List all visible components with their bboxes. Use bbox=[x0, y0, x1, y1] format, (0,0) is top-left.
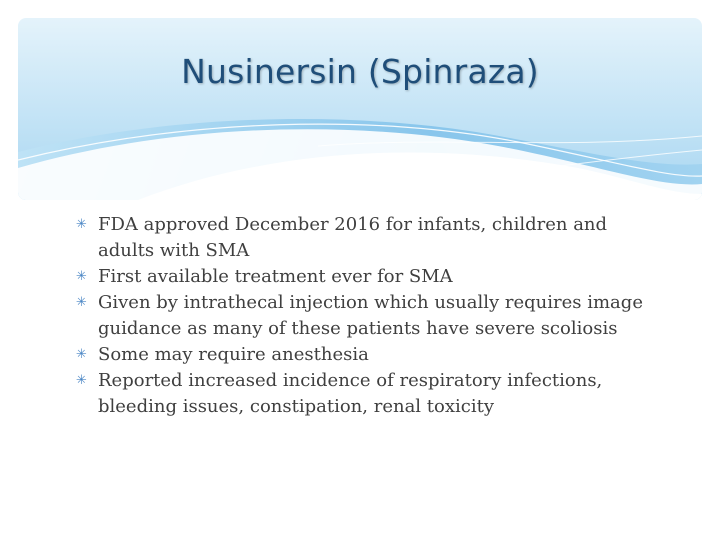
header-wave-graphic bbox=[18, 18, 702, 200]
bullet-item bbox=[72, 290, 662, 342]
bullet-list bbox=[72, 212, 662, 420]
bullet-text: FDA approved December 2016 for infants, children and adults with SMA bbox=[98, 214, 608, 261]
asterisk-icon: ✳ bbox=[76, 347, 87, 362]
asterisk-icon: ✳ bbox=[76, 373, 87, 388]
asterisk-icon: ✳ bbox=[76, 269, 87, 284]
bullet-text: Reported increased incidence of respiratory infections, bleeding issues, constipation, renal toxicity bbox=[98, 370, 603, 417]
header-banner bbox=[18, 18, 702, 200]
bullet-text: Some may require anesthesia bbox=[98, 344, 369, 365]
bullet-item bbox=[72, 342, 662, 368]
asterisk-icon: ✳ bbox=[76, 217, 87, 232]
bullet-item bbox=[72, 368, 662, 420]
bullet-item bbox=[72, 212, 662, 264]
slide-title: Nusinersin (Spinraza) bbox=[181, 52, 539, 91]
asterisk-icon: ✳ bbox=[76, 295, 87, 310]
bullet-item bbox=[72, 264, 662, 290]
bullet-text: First available treatment ever for SMA bbox=[98, 266, 453, 287]
bullet-text: Given by intrathecal injection which usually requires image guidance as many of these patients have severe scoliosis bbox=[98, 292, 643, 339]
